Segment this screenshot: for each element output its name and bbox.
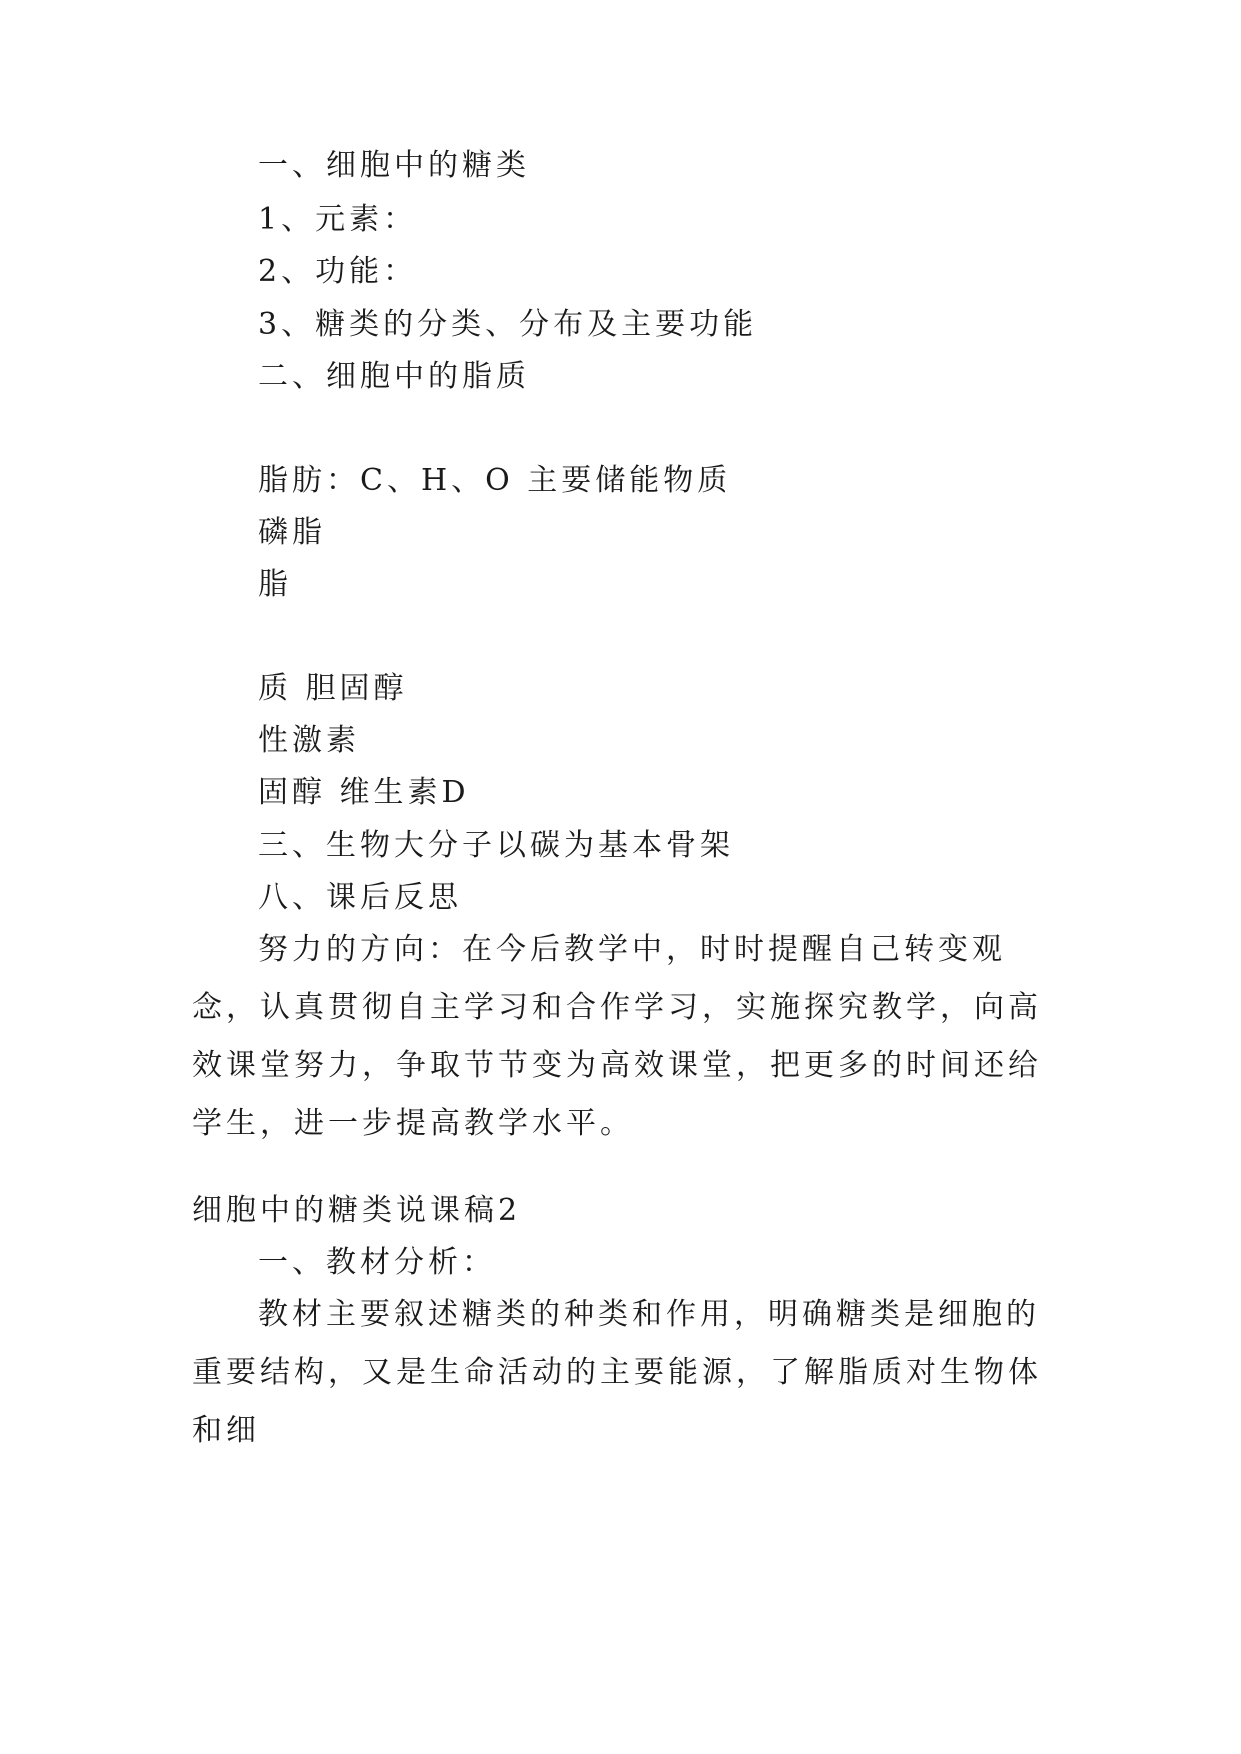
heading-reflection: 八、课后反思 (258, 880, 462, 915)
heading-sugars: 一、细胞中的糖类 (258, 148, 530, 183)
textbook-analysis-paragraph: 教材主要叙述糖类的种类和作用，明确糖类是细胞的重要结构，又是生命活动的主要能源，了解脂质对生物体和细 (192, 1297, 1042, 1448)
item-classification: 3、糖类的分类、分布及主要功能 (258, 307, 758, 342)
lipid-label-part1: 脂 (258, 567, 292, 602)
lipid-fat: 脂肪：C、H、O 主要储能物质 (258, 463, 732, 498)
item-elements: 1、元素： (258, 202, 418, 237)
lipid-phospholipid: 磷脂 (258, 515, 326, 550)
section-title: 细胞中的糖类说课稿2 (192, 1193, 522, 1228)
lipid-vitamin-d: 固醇 维生素D (258, 775, 470, 810)
heading-carbon-skeleton: 三、生物大分子以碳为基本骨架 (258, 828, 734, 863)
reflection-paragraph: 努力的方向：在今后教学中，时时提醒自己转变观念，认真贯彻自主学习和合作学习，实施探究教学，向高效课堂努力，争取节节变为高效课堂，把更多的时间还给学生，进一步提高教学水平。 (192, 932, 1042, 1141)
heading-textbook-analysis: 一、教材分析： (258, 1245, 496, 1280)
heading-lipids: 二、细胞中的脂质 (258, 359, 530, 394)
lipid-sex-hormone: 性激素 (258, 723, 360, 758)
lipid-cholesterol: 质 胆固醇 (258, 671, 408, 706)
item-function: 2、功能： (258, 254, 418, 289)
